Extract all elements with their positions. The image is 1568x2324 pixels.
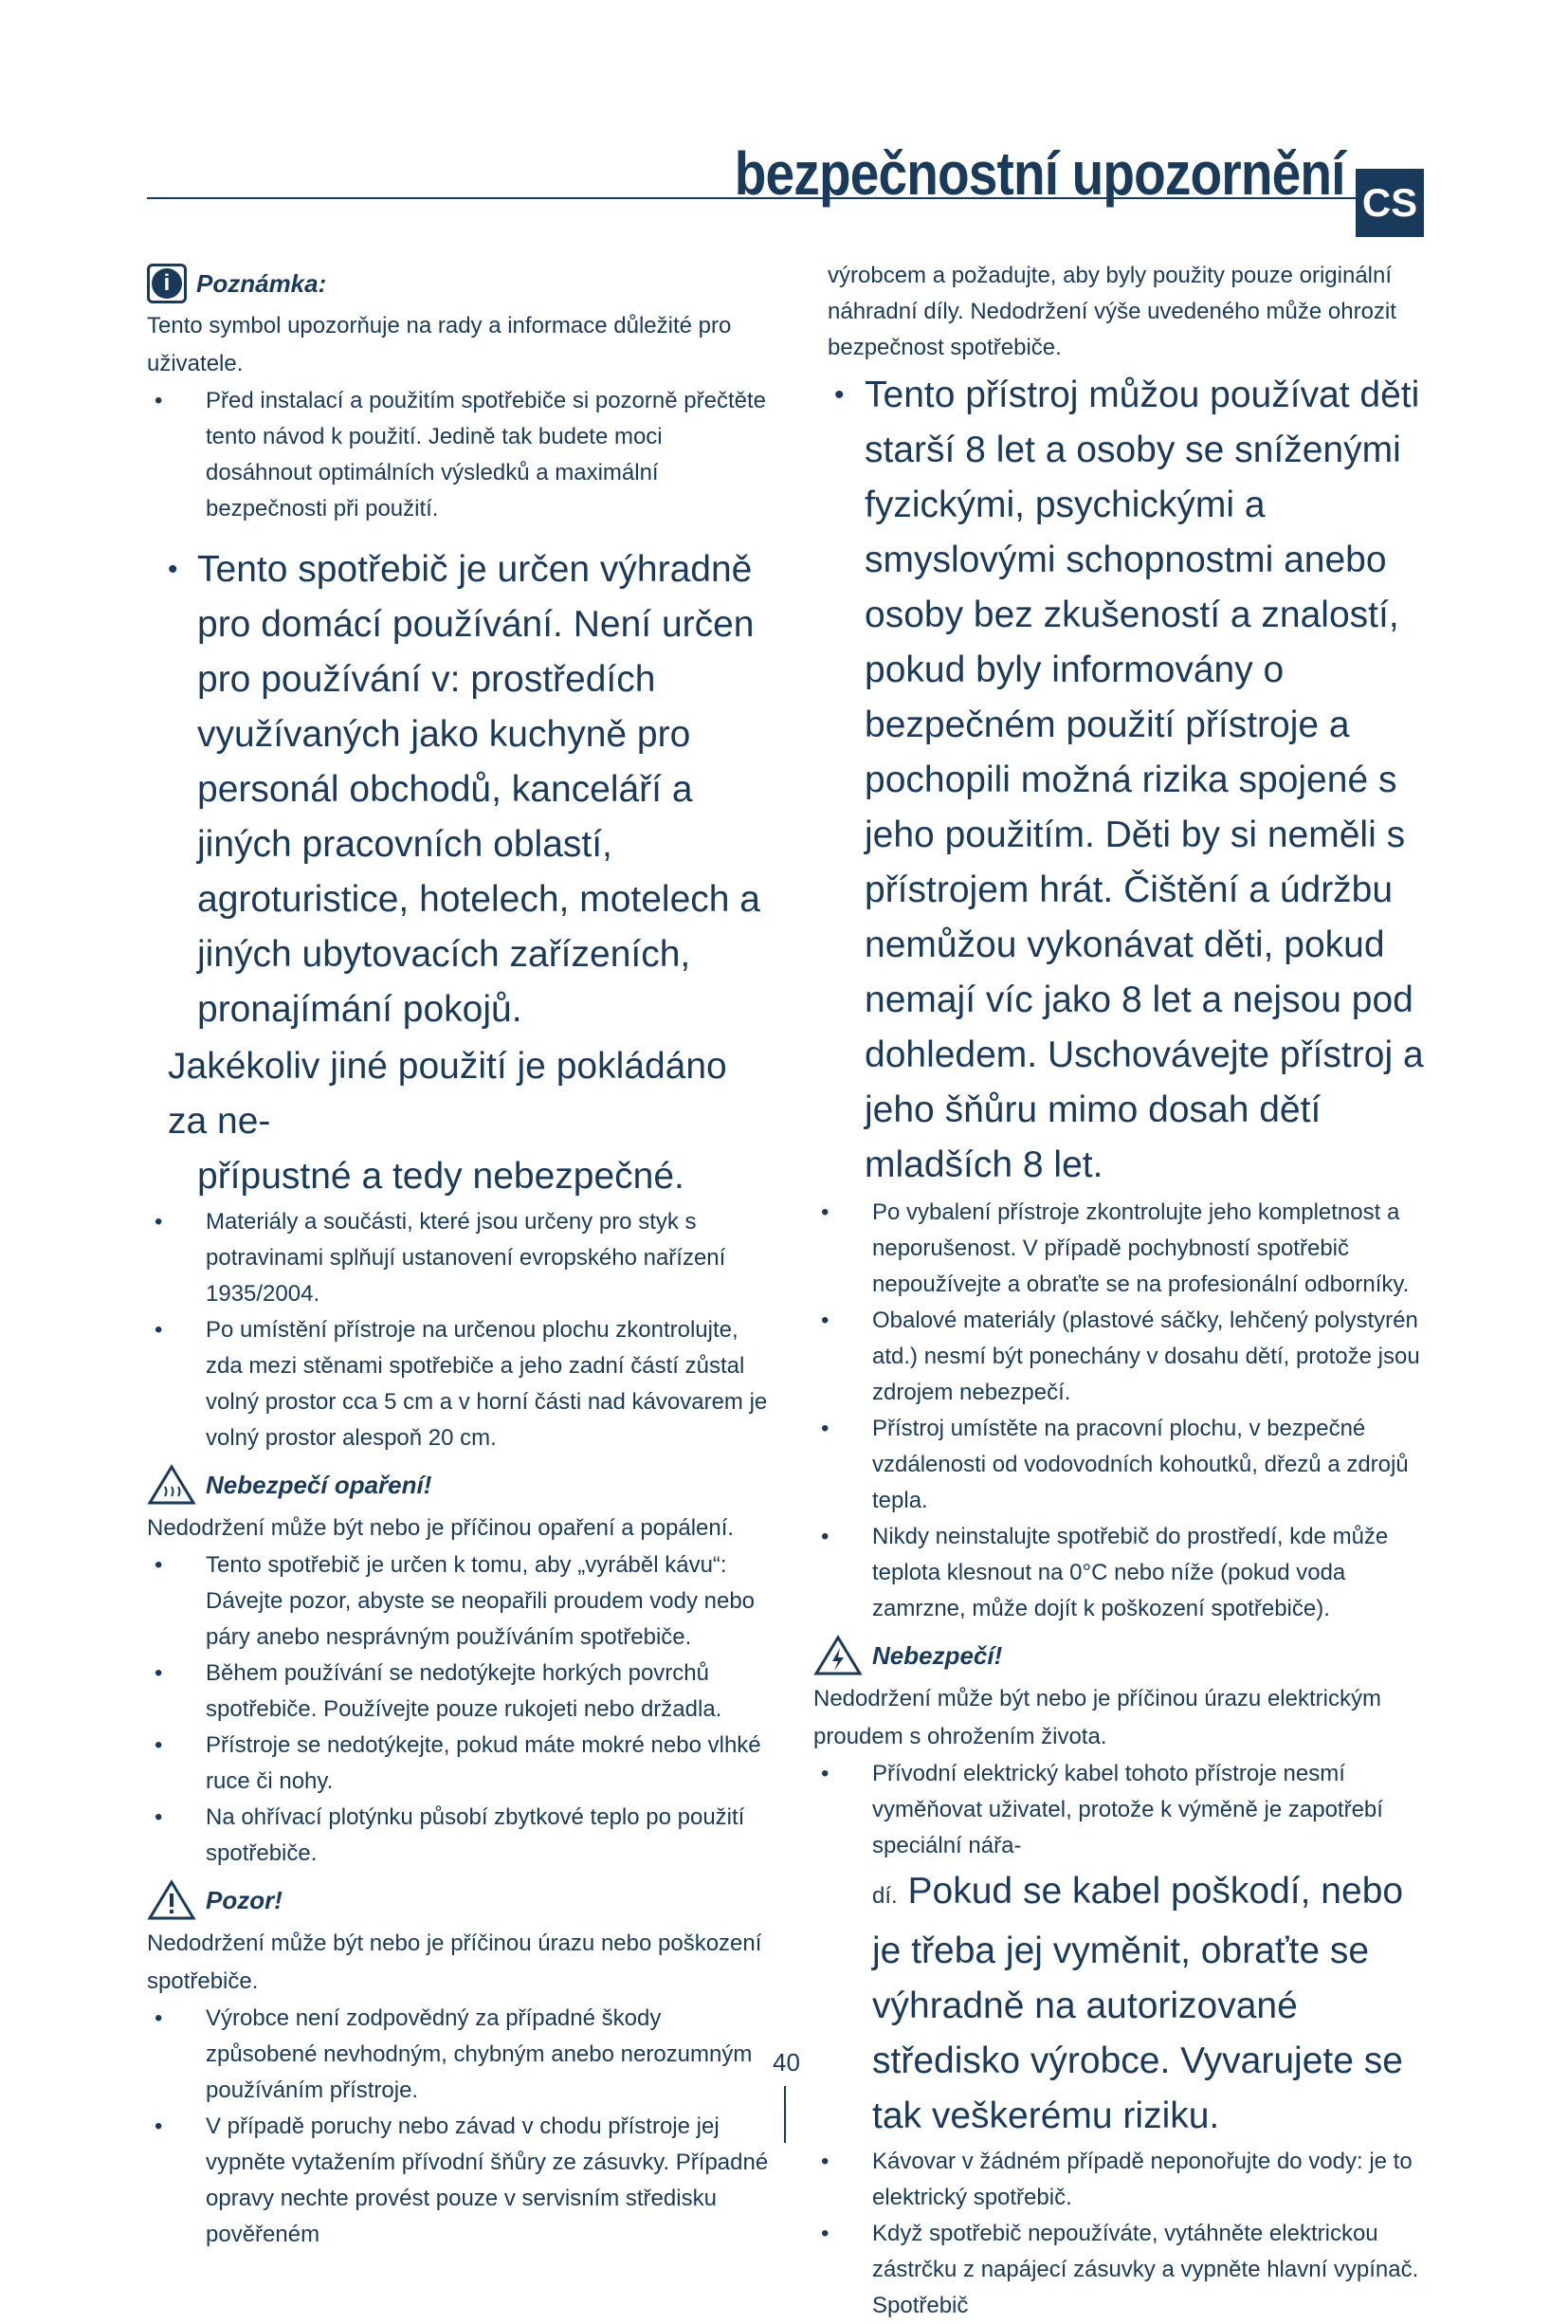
domestic-use-bullet: • Tento spotřebič je určen výhradně pro domácí používání. Není určen pro používání v: prostředích využívaných jako kuchyně pro personál obchodů, kanceláří a jiných pracovních oblastí, agroturistice, hotelech, motelech a jiných ubytovacích zařízeních, pronajímání pokojů. xyxy=(147,542,773,1037)
list-item: • Během používání se nedotýkejte horkých povrchů spotřebiče. Používejte pouze rukojeti nebo držadla. xyxy=(147,1656,773,1728)
list-item: • Když spotřebič nepoužíváte, vytáhněte elektrickou zástrčku z napájecí zásuvky a vypněte hlavní vypínač. Spotřebič xyxy=(813,2216,1439,2324)
note-heading xyxy=(147,264,773,303)
page-title: bezpečnostní upozornění xyxy=(735,139,1345,208)
note-bullet: • Před instalací a použitím spotřebiče si pozorně přečtěte tento návod k použití. Jedině tak budete moci dosáhnout optimálních výsledků a maximální bezpečnosti při použití. xyxy=(147,383,773,527)
caution-heading xyxy=(147,1879,773,1921)
list-item: • Nikdy neinstalujte spotřebič do prostředí, kde může teplota klesnout na 0°C nebo níže (pokud voda zamrzne, může dojít k poškození spotřebiče). xyxy=(813,1519,1439,1627)
list-item: • Kávovar v žádném případě neponořujte do vody: je to elektrický spotřebič. xyxy=(813,2144,1439,2216)
list-item: • V případě poruchy nebo závad v chodu přístroje jej vypněte vytažením přívodní šňůry ze zásuvky. Případné opravy nechte provést pouze v servisním středisku pověřeném xyxy=(147,2109,773,2253)
children-use-bullet: • Tento přístroj můžou používat děti starší 8 let a osoby se sníženými fyzickými, psychickými a smyslovými schopnostmi anebo osoby bez zkušeností a znalostí, pokud byly informovány o bezpečném použití přístroje a pochopili možná rizika spojené s jeho použitím. Děti by si neměli s přístrojem hrát. Čištění a údržbu nemůžou vykonávat děti, pokud nemají víc jako 8 let a nejsou pod dohledem. Uschovávejte přístroj a jeho šňůru mimo dosah dětí mladších 8 let. xyxy=(813,368,1439,1193)
power-cord-bullet-end: dí. xyxy=(872,1883,898,1909)
other-use-line-2: přípustné a tedy nebezpečné. xyxy=(197,1156,684,1197)
page-number-line xyxy=(784,2086,786,2143)
note-label: Poznámka: xyxy=(196,268,327,298)
language-badge: CS xyxy=(1356,169,1424,237)
list-item: • Tento spotřebič je určen k tomu, aby „vyráběl kávu“: Dávejte pozor, abyste se neopařili proudem vody nebo páry anebo nesprávným používáním spotřebiče. xyxy=(147,1547,773,1656)
list-item: • Obalové materiály (plastové sáčky, lehčený polystyrén atd.) nesmí být ponechány v dosahu dětí, protože jsou zdrojem nebezpečí. xyxy=(813,1303,1439,1411)
page-number: 40 xyxy=(773,2048,800,2077)
electric-shock-warning-icon xyxy=(813,1635,863,1676)
power-cord-bullet-continued xyxy=(813,1864,1439,2144)
list-item: • Po umístění přístroje na určenou plochu zkontrolujte, zda mezi stěnami spotřebiče a jeho zadní částí zůstal volný prostor cca 5 cm a v horní části nad kávovarem je volný prostor alespoň 20 cm. xyxy=(147,1312,773,1456)
danger-text: Nedodržení může být nebo je příčinou úrazu elektrickým proudem s ohrožením života. xyxy=(813,1686,1381,1749)
list-item: • Přístroj umístěte na pracovní plochu, v bezpečné vzdálenosti od vodovodních kohoutků, dřezů a zdrojů tepla. xyxy=(813,1411,1439,1519)
list-item: • Materiály a součásti, které jsou určeny pro styk s potravinami splňují ustanovení evropského nařízení 1935/2004. xyxy=(147,1204,773,1312)
caution-label: Pozor! xyxy=(206,1885,283,1914)
info-icon: i xyxy=(147,264,187,303)
scald-text: Nedodržení může být nebo je příčinou opaření a popálení. xyxy=(147,1515,735,1541)
power-cord-bullet-big: Pokud se kabel poškodí, nebo je třeba jej vyměnit, obraťte se výhradně na autorizované středisko výrobce. Vyvarujete se tak veškerému riziku. xyxy=(872,1871,1404,2136)
scald-label: Nebezpečí opaření! xyxy=(206,1470,432,1499)
caution-text: Nedodržení může být nebo je příčinou úrazu nebo poškození spotřebiče. xyxy=(147,1931,762,1994)
note-text: Tento symbol upozorňuje na rady a informace důležité pro uživatele. xyxy=(147,313,732,376)
hot-surface-warning-icon xyxy=(147,1464,196,1506)
scald-heading xyxy=(147,1464,773,1506)
warning-icon xyxy=(147,1879,196,1921)
other-use-line-1: Jakékoliv jiné použití je pokládáno za ne- xyxy=(168,1046,727,1142)
list-item: • Po vybalení přístroje zkontrolujte jeho kompletnost a neporušenost. V případě pochybností spotřebič nepoužívejte a obraťte se na profesionální odborníky. xyxy=(813,1195,1439,1303)
danger-heading xyxy=(813,1635,1439,1676)
right-column xyxy=(813,258,1439,2324)
power-cord-bullet: • Přívodní elektrický kabel tohoto přístroje nesmí vyměňovat uživatel, protože k výměně je zapotřebí speciální nářa- xyxy=(813,1756,1439,1864)
list-item: • Přístroje se nedotýkejte, pokud máte mokré nebo vlhké ruce či nohy. xyxy=(147,1728,773,1800)
list-item: • Na ohřívací plotýnku působí zbytkové teplo po použití spotřebiče. xyxy=(147,1800,773,1872)
list-item: • Výrobce není zodpovědný za případné škody způsobené nevhodným, chybným anebo nerozumným používáním přístroje. xyxy=(147,2001,773,2109)
continuation-text: výrobcem a požadujte, aby byly použity pouze originální náhradní díly. Nedodržení výše uvedeného může ohrozit bezpečnost spotřebiče. xyxy=(828,263,1396,360)
danger-label: Nebezpečí! xyxy=(872,1640,1003,1670)
left-column xyxy=(147,256,773,2253)
